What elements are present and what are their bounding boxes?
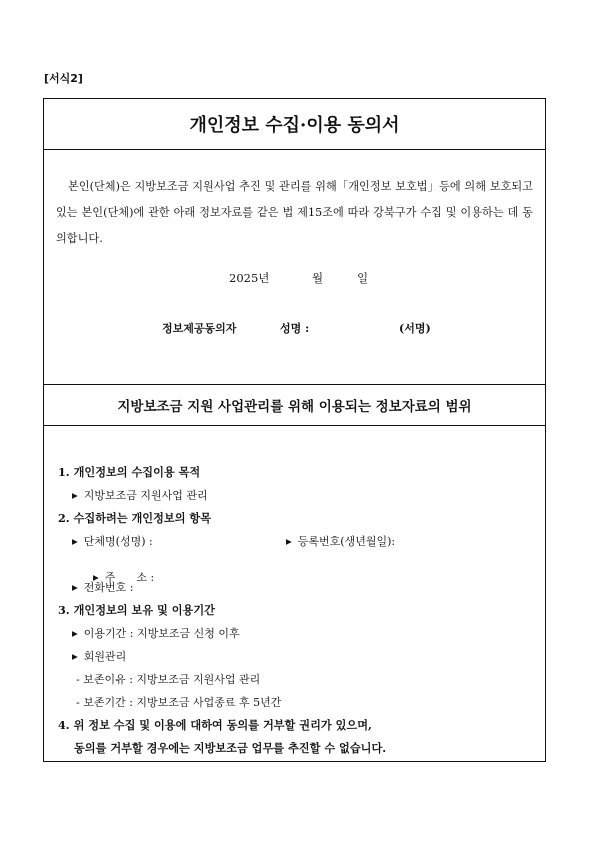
sub-item: - 보존기간 : 지방보조금 사업종료 후 5년간 [76, 696, 282, 709]
name-label: 성명 : [280, 322, 310, 335]
list-item: ▶ 주 소 : [92, 571, 155, 584]
form-title: 개인정보 수집·이용 동의서 [189, 115, 400, 136]
list-item: ▶ 이용기간 : 지방보조금 신청 이후 [72, 627, 240, 640]
list-item: ▶ 단체명(성명) : [72, 535, 153, 548]
title-row [44, 99, 545, 150]
provider-label: 정보제공동의자 [162, 322, 237, 335]
bullet-icon: ▶ [72, 652, 78, 661]
date-year: 2025년 [229, 271, 270, 285]
form-number-label: [서식2] [44, 72, 83, 85]
consent-form-frame [43, 98, 546, 762]
range-title-row [44, 385, 545, 426]
section-1-title: 1. 개인정보의 수집이용 목적 [58, 465, 201, 479]
bullet-icon: ▶ [72, 629, 78, 638]
bullet-icon: ▶ [72, 491, 78, 500]
consent-text: 본인(단체)은 지방보조금 지원사업 추진 및 관리를 위해「개인정보 보호법」등에 의해 보호되고 있는 본인(단체)에 관한 아래 정보자료를 같은 법 제15조에 따라 강북구가 수집 및 이용하는 데 동의합니다. [56, 180, 533, 245]
list-item: ▶ 지방보조금 지원사업 관리 [72, 489, 208, 502]
sub-item: - 보존이유 : 지방보조금 지원사업 관리 [76, 673, 261, 686]
date-month: 월 [312, 271, 324, 285]
consent-section [44, 150, 545, 385]
bullet-icon: ▶ [92, 573, 99, 582]
section-4-line-1: 4. 위 정보 수집 및 이용에 대하여 동의를 거부할 권리가 있으며, [58, 718, 372, 732]
section-2-title: 2. 수집하려는 개인정보의 항목 [58, 511, 212, 525]
list-item: ▶ 전화번호 : [72, 581, 134, 594]
list-item: ▶ 회원관리 [72, 650, 127, 663]
section-3-title: 3. 개인정보의 보유 및 이용기간 [58, 603, 215, 617]
section-4-line-2: 동의를 거부할 경우에는 지방보조금 업무를 추진할 수 없습니다. [74, 741, 387, 755]
signature-label: (서명) [399, 322, 431, 335]
bullet-icon: ▶ [72, 537, 78, 546]
bullet-icon: ▶ [72, 583, 78, 592]
list-item: ▶ 등록번호(생년월일): [286, 535, 396, 548]
date-day: 일 [357, 271, 369, 285]
range-title: 지방보조금 지원 사업관리를 위해 이용되는 정보자료의 범위 [117, 399, 472, 415]
bullet-icon: ▶ [286, 537, 292, 546]
